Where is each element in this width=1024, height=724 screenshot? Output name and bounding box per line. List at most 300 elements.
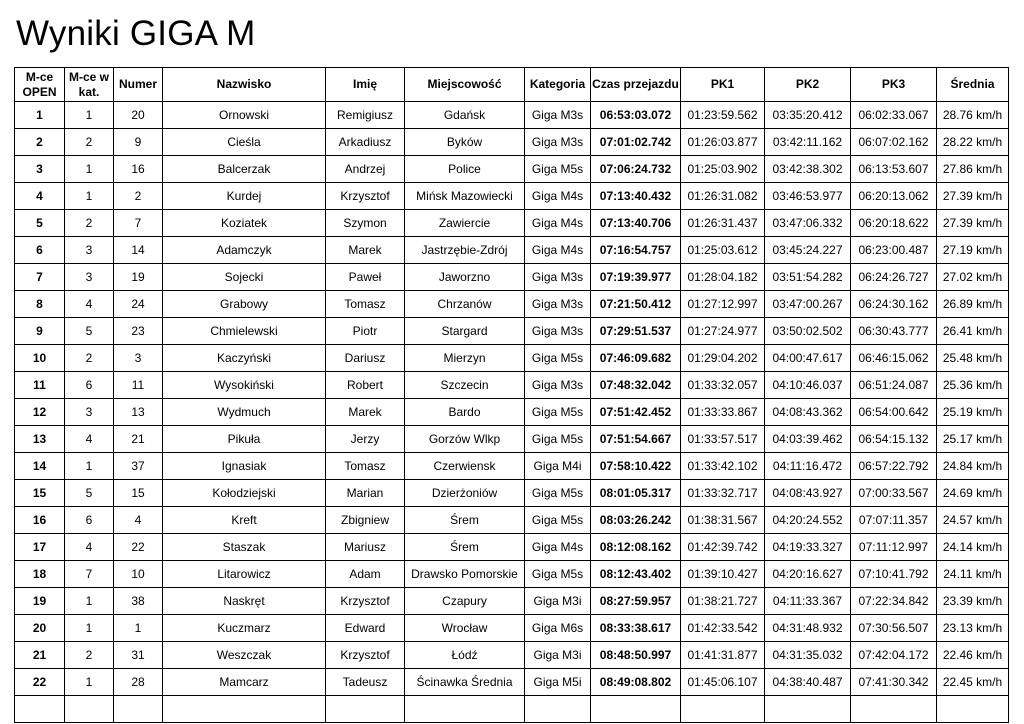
cell-firstname: Andrzej	[326, 156, 405, 183]
cell-number: 4	[114, 507, 163, 534]
cell-empty	[525, 696, 591, 723]
cell-place-cat: 1	[65, 453, 114, 480]
cell-place-open: 7	[15, 264, 65, 291]
cell-category: Giga M5i	[525, 669, 591, 696]
cell-pk1: 01:33:32.057	[681, 372, 765, 399]
cell-number: 10	[114, 561, 163, 588]
cell-pk1: 01:45:06.107	[681, 669, 765, 696]
cell-category: Giga M5s	[525, 399, 591, 426]
cell-surname: Kaczyński	[163, 345, 326, 372]
cell-empty	[681, 696, 765, 723]
cell-surname: Pikuła	[163, 426, 326, 453]
cell-pk1: 01:26:31.437	[681, 210, 765, 237]
cell-firstname: Krzysztof	[326, 642, 405, 669]
cell-place-open: 6	[15, 237, 65, 264]
cell-average: 24.11 km/h	[937, 561, 1009, 588]
cell-place-open: 22	[15, 669, 65, 696]
cell-surname: Litarowicz	[163, 561, 326, 588]
table-body	[15, 102, 1009, 723]
cell-city: Jastrzębie-Zdrój	[405, 237, 525, 264]
cell-time: 08:03:26.242	[591, 507, 681, 534]
table-row	[15, 588, 1009, 615]
cell-empty	[851, 696, 937, 723]
cell-surname: Wydmuch	[163, 399, 326, 426]
cell-pk1: 01:33:32.717	[681, 480, 765, 507]
cell-time: 08:27:59.957	[591, 588, 681, 615]
cell-city: Bardo	[405, 399, 525, 426]
cell-category: Giga M3s	[525, 102, 591, 129]
cell-place-open: 15	[15, 480, 65, 507]
cell-average: 22.46 km/h	[937, 642, 1009, 669]
cell-place-open: 3	[15, 156, 65, 183]
cell-firstname: Marek	[326, 237, 405, 264]
cell-empty	[65, 696, 114, 723]
cell-city: Wrocław	[405, 615, 525, 642]
cell-pk2: 04:00:47.617	[765, 345, 851, 372]
cell-average: 26.41 km/h	[937, 318, 1009, 345]
cell-place-cat: 3	[65, 264, 114, 291]
cell-category: Giga M5s	[525, 561, 591, 588]
cell-firstname: Jerzy	[326, 426, 405, 453]
header-label: Numer	[118, 77, 157, 91]
cell-firstname: Krzysztof	[326, 183, 405, 210]
cell-pk1: 01:33:33.867	[681, 399, 765, 426]
cell-place-cat: 3	[65, 399, 114, 426]
cell-pk1: 01:27:12.997	[681, 291, 765, 318]
cell-time: 07:51:42.452	[591, 399, 681, 426]
cell-pk2: 04:20:16.627	[765, 561, 851, 588]
cell-firstname: Zbigniew	[326, 507, 405, 534]
cell-place-cat: 4	[65, 426, 114, 453]
cell-number: 3	[114, 345, 163, 372]
cell-category: Giga M5s	[525, 345, 591, 372]
cell-average: 25.17 km/h	[937, 426, 1009, 453]
cell-pk3: 07:42:04.172	[851, 642, 937, 669]
cell-surname: Kołodziejski	[163, 480, 326, 507]
header-pk3	[851, 68, 937, 102]
cell-time: 07:58:10.422	[591, 453, 681, 480]
cell-city: Mierzyn	[405, 345, 525, 372]
cell-empty	[765, 696, 851, 723]
cell-place-open: 18	[15, 561, 65, 588]
cell-surname: Sojecki	[163, 264, 326, 291]
table-row-empty	[15, 696, 1009, 723]
cell-firstname: Marek	[326, 399, 405, 426]
cell-empty	[15, 696, 65, 723]
cell-time: 07:48:32.042	[591, 372, 681, 399]
cell-pk1: 01:29:04.202	[681, 345, 765, 372]
cell-average: 28.76 km/h	[937, 102, 1009, 129]
header-label: Czas przejazdu	[592, 77, 679, 91]
cell-pk2: 04:31:35.032	[765, 642, 851, 669]
header-label: PK3	[881, 77, 906, 91]
results-table	[14, 67, 1009, 723]
cell-time: 08:01:05.317	[591, 480, 681, 507]
cell-surname: Ornowski	[163, 102, 326, 129]
cell-time: 07:06:24.732	[591, 156, 681, 183]
cell-pk3: 06:07:02.162	[851, 129, 937, 156]
table-row	[15, 534, 1009, 561]
cell-number: 14	[114, 237, 163, 264]
cell-pk1: 01:26:31.082	[681, 183, 765, 210]
cell-pk3: 06:57:22.792	[851, 453, 937, 480]
table-row	[15, 318, 1009, 345]
cell-city: Stargard	[405, 318, 525, 345]
cell-place-cat: 5	[65, 318, 114, 345]
cell-average: 24.69 km/h	[937, 480, 1009, 507]
header-surname	[163, 68, 326, 102]
cell-surname: Adamczyk	[163, 237, 326, 264]
cell-city: Ścinawka Średnia	[405, 669, 525, 696]
cell-pk2: 04:20:24.552	[765, 507, 851, 534]
cell-surname: Kuczmarz	[163, 615, 326, 642]
cell-pk1: 01:26:03.877	[681, 129, 765, 156]
cell-pk2: 03:51:54.282	[765, 264, 851, 291]
cell-pk2: 04:08:43.362	[765, 399, 851, 426]
header-city	[405, 68, 525, 102]
cell-place-open: 11	[15, 372, 65, 399]
cell-category: Giga M5s	[525, 507, 591, 534]
cell-pk2: 03:50:02.502	[765, 318, 851, 345]
header-label: PK1	[710, 77, 735, 91]
table-row	[15, 669, 1009, 696]
cell-category: Giga M4s	[525, 534, 591, 561]
cell-category: Giga M3i	[525, 588, 591, 615]
cell-place-open: 2	[15, 129, 65, 156]
cell-average: 22.45 km/h	[937, 669, 1009, 696]
cell-number: 22	[114, 534, 163, 561]
table-row	[15, 642, 1009, 669]
cell-empty	[591, 696, 681, 723]
cell-number: 20	[114, 102, 163, 129]
cell-pk2: 03:45:24.227	[765, 237, 851, 264]
cell-number: 1	[114, 615, 163, 642]
cell-surname: Mamcarz	[163, 669, 326, 696]
cell-place-cat: 1	[65, 615, 114, 642]
cell-pk3: 07:22:34.842	[851, 588, 937, 615]
cell-number: 7	[114, 210, 163, 237]
cell-pk2: 04:11:33.367	[765, 588, 851, 615]
cell-average: 26.89 km/h	[937, 291, 1009, 318]
cell-category: Giga M5s	[525, 426, 591, 453]
table-row	[15, 453, 1009, 480]
cell-city: Zawiercie	[405, 210, 525, 237]
cell-pk2: 04:19:33.327	[765, 534, 851, 561]
cell-place-cat: 4	[65, 534, 114, 561]
cell-empty	[405, 696, 525, 723]
header-time	[591, 68, 681, 102]
header-label: Imię	[352, 77, 377, 91]
table-row	[15, 102, 1009, 129]
cell-pk3: 06:24:26.727	[851, 264, 937, 291]
cell-pk3: 06:30:43.777	[851, 318, 937, 345]
cell-time: 08:12:43.402	[591, 561, 681, 588]
table-row	[15, 615, 1009, 642]
header-label: PK2	[795, 77, 820, 91]
cell-pk3: 07:07:11.357	[851, 507, 937, 534]
cell-category: Giga M6s	[525, 615, 591, 642]
cell-average: 23.13 km/h	[937, 615, 1009, 642]
cell-place-open: 8	[15, 291, 65, 318]
cell-city: Mińsk Mazowiecki	[405, 183, 525, 210]
cell-number: 13	[114, 399, 163, 426]
table-row	[15, 372, 1009, 399]
cell-firstname: Paweł	[326, 264, 405, 291]
cell-pk1: 01:33:42.102	[681, 453, 765, 480]
cell-time: 08:48:50.997	[591, 642, 681, 669]
cell-pk3: 07:41:30.342	[851, 669, 937, 696]
cell-average: 28.22 km/h	[937, 129, 1009, 156]
cell-pk2: 04:31:48.932	[765, 615, 851, 642]
cell-firstname: Tomasz	[326, 453, 405, 480]
header-average	[937, 68, 1009, 102]
header-label-line2: kat.	[78, 84, 100, 99]
cell-number: 31	[114, 642, 163, 669]
cell-city: Dzierżoniów	[405, 480, 525, 507]
cell-pk2: 04:10:46.037	[765, 372, 851, 399]
cell-firstname: Edward	[326, 615, 405, 642]
cell-place-open: 4	[15, 183, 65, 210]
cell-pk1: 01:33:57.517	[681, 426, 765, 453]
cell-time: 07:46:09.682	[591, 345, 681, 372]
cell-number: 9	[114, 129, 163, 156]
table-row	[15, 426, 1009, 453]
cell-pk1: 01:38:21.727	[681, 588, 765, 615]
cell-firstname: Remigiusz	[326, 102, 405, 129]
table-row	[15, 237, 1009, 264]
cell-place-cat: 7	[65, 561, 114, 588]
table-row	[15, 399, 1009, 426]
cell-category: Giga M3s	[525, 291, 591, 318]
cell-surname: Grabowy	[163, 291, 326, 318]
header-label: M-ce w	[68, 69, 109, 84]
cell-number: 21	[114, 426, 163, 453]
cell-category: Giga M4s	[525, 210, 591, 237]
cell-pk2: 03:35:20.412	[765, 102, 851, 129]
cell-average: 27.39 km/h	[937, 183, 1009, 210]
cell-firstname: Robert	[326, 372, 405, 399]
cell-category: Giga M4i	[525, 453, 591, 480]
cell-empty	[114, 696, 163, 723]
cell-place-cat: 6	[65, 372, 114, 399]
cell-category: Giga M4s	[525, 237, 591, 264]
cell-number: 19	[114, 264, 163, 291]
header-firstname	[326, 68, 405, 102]
cell-time: 07:13:40.432	[591, 183, 681, 210]
cell-place-cat: 6	[65, 507, 114, 534]
cell-firstname: Piotr	[326, 318, 405, 345]
cell-surname: Cieśla	[163, 129, 326, 156]
cell-place-cat: 1	[65, 156, 114, 183]
cell-pk2: 04:38:40.487	[765, 669, 851, 696]
cell-place-cat: 2	[65, 345, 114, 372]
cell-place-open: 21	[15, 642, 65, 669]
cell-number: 2	[114, 183, 163, 210]
cell-average: 27.02 km/h	[937, 264, 1009, 291]
cell-city: Czapury	[405, 588, 525, 615]
cell-empty	[326, 696, 405, 723]
cell-city: Łódź	[405, 642, 525, 669]
table-row	[15, 507, 1009, 534]
cell-place-open: 20	[15, 615, 65, 642]
cell-pk3: 06:51:24.087	[851, 372, 937, 399]
cell-number: 23	[114, 318, 163, 345]
cell-place-open: 5	[15, 210, 65, 237]
cell-city: Drawsko Pomorskie	[405, 561, 525, 588]
cell-average: 27.19 km/h	[937, 237, 1009, 264]
cell-place-cat: 2	[65, 210, 114, 237]
cell-pk2: 04:03:39.462	[765, 426, 851, 453]
cell-average: 27.86 km/h	[937, 156, 1009, 183]
header-label: Średnia	[950, 77, 995, 91]
cell-time: 07:01:02.742	[591, 129, 681, 156]
cell-time: 07:19:39.977	[591, 264, 681, 291]
cell-surname: Chmielewski	[163, 318, 326, 345]
cell-firstname: Marian	[326, 480, 405, 507]
header-label: Kategoria	[529, 77, 586, 91]
cell-place-open: 17	[15, 534, 65, 561]
cell-place-open: 13	[15, 426, 65, 453]
cell-surname: Kurdej	[163, 183, 326, 210]
cell-average: 24.14 km/h	[937, 534, 1009, 561]
cell-number: 38	[114, 588, 163, 615]
cell-place-cat: 1	[65, 183, 114, 210]
cell-time: 07:21:50.412	[591, 291, 681, 318]
cell-city: Chrzanów	[405, 291, 525, 318]
table-row	[15, 264, 1009, 291]
cell-time: 07:13:40.706	[591, 210, 681, 237]
cell-surname: Wysokiński	[163, 372, 326, 399]
cell-pk1: 01:42:39.742	[681, 534, 765, 561]
cell-place-cat: 1	[65, 588, 114, 615]
cell-number: 11	[114, 372, 163, 399]
cell-firstname: Dariusz	[326, 345, 405, 372]
header-pk2	[765, 68, 851, 102]
cell-place-open: 19	[15, 588, 65, 615]
cell-pk2: 04:08:43.927	[765, 480, 851, 507]
cell-number: 16	[114, 156, 163, 183]
cell-place-cat: 5	[65, 480, 114, 507]
cell-time: 08:33:38.617	[591, 615, 681, 642]
cell-average: 23.39 km/h	[937, 588, 1009, 615]
table-row	[15, 480, 1009, 507]
cell-place-open: 16	[15, 507, 65, 534]
header-label: Miejscowość	[427, 77, 502, 91]
cell-average: 25.19 km/h	[937, 399, 1009, 426]
cell-place-cat: 1	[65, 102, 114, 129]
cell-surname: Ignasiak	[163, 453, 326, 480]
cell-pk1: 01:39:10.427	[681, 561, 765, 588]
table-row	[15, 345, 1009, 372]
cell-category: Giga M3s	[525, 318, 591, 345]
cell-place-cat: 3	[65, 237, 114, 264]
cell-pk3: 06:13:53.607	[851, 156, 937, 183]
cell-surname: Staszak	[163, 534, 326, 561]
cell-place-cat: 1	[65, 669, 114, 696]
cell-average: 27.39 km/h	[937, 210, 1009, 237]
cell-pk2: 03:42:11.162	[765, 129, 851, 156]
cell-pk3: 06:54:15.132	[851, 426, 937, 453]
header-label-line2: OPEN	[22, 84, 57, 99]
cell-city: Gdańsk	[405, 102, 525, 129]
cell-pk3: 07:10:41.792	[851, 561, 937, 588]
cell-average: 24.57 km/h	[937, 507, 1009, 534]
cell-place-open: 1	[15, 102, 65, 129]
cell-category: Giga M3s	[525, 129, 591, 156]
cell-place-open: 9	[15, 318, 65, 345]
cell-pk3: 06:02:33.067	[851, 102, 937, 129]
cell-average: 25.36 km/h	[937, 372, 1009, 399]
cell-pk3: 07:00:33.567	[851, 480, 937, 507]
table-row	[15, 561, 1009, 588]
cell-category: Giga M3i	[525, 642, 591, 669]
cell-surname: Koziatek	[163, 210, 326, 237]
cell-pk3: 07:11:12.997	[851, 534, 937, 561]
header-place-cat	[65, 68, 114, 102]
cell-empty	[937, 696, 1009, 723]
cell-place-open: 12	[15, 399, 65, 426]
cell-firstname: Mariusz	[326, 534, 405, 561]
cell-number: 24	[114, 291, 163, 318]
cell-number: 37	[114, 453, 163, 480]
cell-pk3: 06:20:18.622	[851, 210, 937, 237]
cell-pk3: 06:20:13.062	[851, 183, 937, 210]
cell-category: Giga M5s	[525, 156, 591, 183]
cell-surname: Kreft	[163, 507, 326, 534]
cell-city: Police	[405, 156, 525, 183]
cell-pk3: 07:30:56.507	[851, 615, 937, 642]
cell-time: 08:49:08.802	[591, 669, 681, 696]
cell-surname: Weszczak	[163, 642, 326, 669]
cell-category: Giga M3s	[525, 264, 591, 291]
cell-pk3: 06:24:30.162	[851, 291, 937, 318]
header-row	[15, 68, 1009, 102]
cell-time: 07:51:54.667	[591, 426, 681, 453]
cell-number: 28	[114, 669, 163, 696]
cell-average: 25.48 km/h	[937, 345, 1009, 372]
page-title: Wyniki GIGA M	[16, 14, 256, 53]
cell-city: Szczecin	[405, 372, 525, 399]
cell-pk2: 03:47:06.332	[765, 210, 851, 237]
cell-pk1: 01:28:04.182	[681, 264, 765, 291]
cell-city: Jaworzno	[405, 264, 525, 291]
cell-place-cat: 2	[65, 642, 114, 669]
cell-pk1: 01:42:33.542	[681, 615, 765, 642]
header-pk1	[681, 68, 765, 102]
table-row	[15, 210, 1009, 237]
cell-city: Śrem	[405, 507, 525, 534]
cell-city: Gorzów Wlkp	[405, 426, 525, 453]
cell-city: Śrem	[405, 534, 525, 561]
table-row	[15, 156, 1009, 183]
cell-firstname: Arkadiusz	[326, 129, 405, 156]
cell-firstname: Krzysztof	[326, 588, 405, 615]
cell-time: 07:16:54.757	[591, 237, 681, 264]
cell-pk1: 01:23:59.562	[681, 102, 765, 129]
header-label: Nazwisko	[216, 77, 272, 91]
cell-empty	[163, 696, 326, 723]
cell-firstname: Tomasz	[326, 291, 405, 318]
cell-place-open: 10	[15, 345, 65, 372]
cell-category: Giga M4s	[525, 183, 591, 210]
cell-firstname: Tadeusz	[326, 669, 405, 696]
cell-place-open: 14	[15, 453, 65, 480]
header-category	[525, 68, 591, 102]
cell-surname: Naskręt	[163, 588, 326, 615]
header-label: M-ce	[25, 69, 54, 84]
cell-pk2: 04:11:16.472	[765, 453, 851, 480]
cell-city: Czerwiensk	[405, 453, 525, 480]
